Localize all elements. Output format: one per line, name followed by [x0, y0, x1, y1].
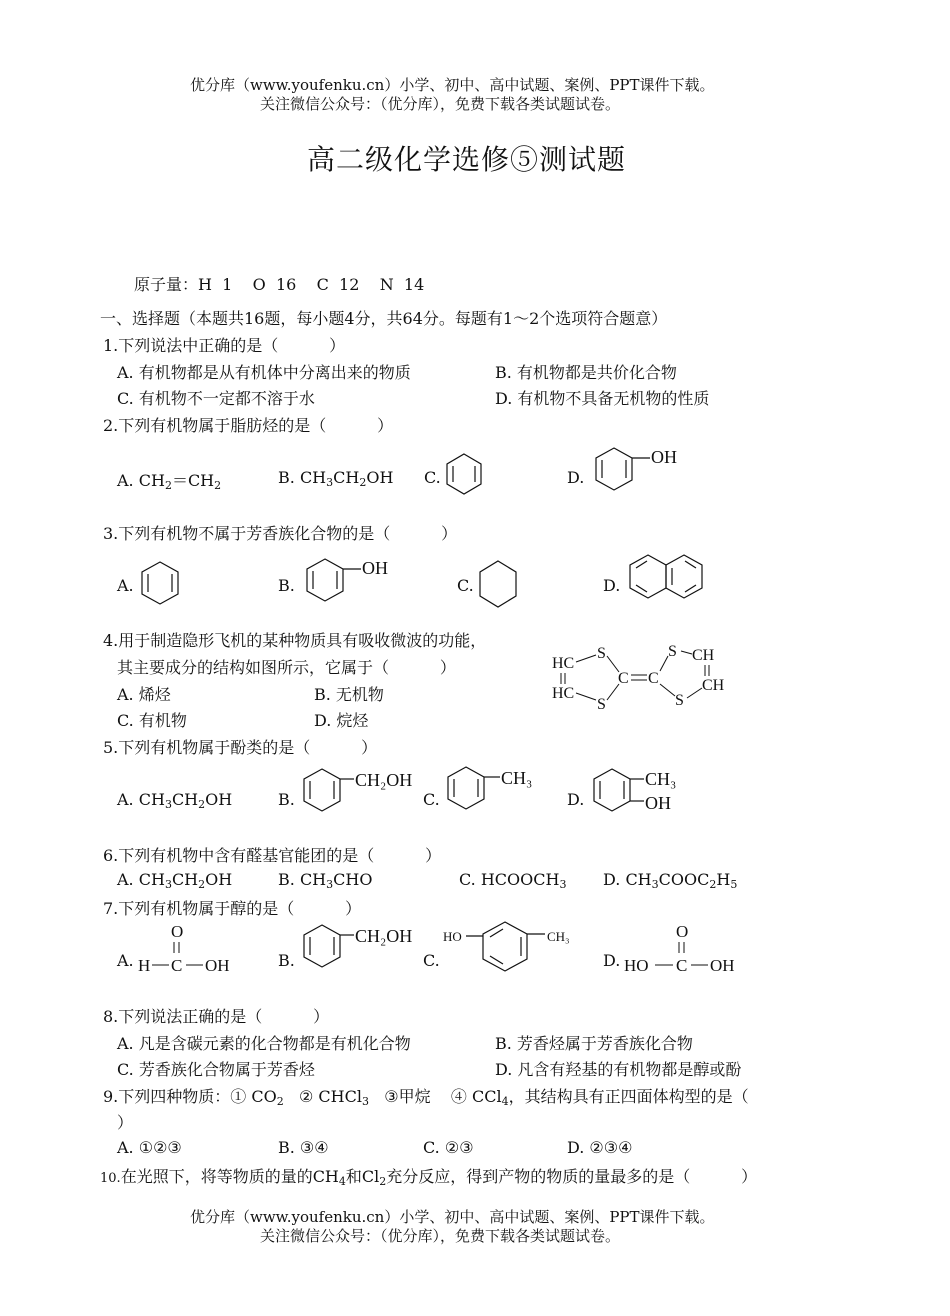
q1-option-c: C. 有机物不一定都不溶于水: [117, 389, 315, 408]
header-line-2: 关注微信公众号：（优分库），免费下载各类试题试卷。: [260, 95, 621, 113]
q9-option-d: D. ②③④: [567, 1138, 633, 1157]
q6-option-a: A. $CH_3CH_2OH$: [117, 870, 233, 891]
q7-option-d-label: D.: [603, 951, 621, 970]
q4-option-c: C. 有机物: [117, 711, 187, 730]
q7-carbonic-acid: [624, 920, 744, 976]
q2-option-c-label: C.: [424, 468, 441, 487]
q2-phenol-structure: [594, 443, 684, 495]
q7-option-b-label: B.: [278, 951, 295, 970]
svg-text:OH: OH: [362, 558, 388, 578]
section-heading: 一、选择题（本题共16题，每小题4分，共64分。每题有1～2个选项符合题意）: [100, 309, 668, 328]
q3-option-d-label: D.: [603, 576, 621, 595]
q9-option-b: B. ③④: [278, 1138, 329, 1157]
q2-option-b: B. $CH_3CH_2OH$: [278, 468, 394, 489]
svg-text:OH: OH: [205, 956, 230, 975]
q10-stem: 10.在光照下，将等物质的量的$CH_4$和$Cl_2$充分反应，得到产物的物质的量最多的是（ ）: [100, 1167, 758, 1188]
q5-option-c-label: C.: [423, 790, 440, 809]
q3-cyclohexane: [476, 558, 520, 612]
q2-benzene-ring: [444, 452, 484, 496]
q4-option-b: B. 无机物: [314, 685, 384, 704]
svg-text:CH₂OH: CH₂OH: [355, 926, 413, 946]
q5-cresol: [590, 764, 690, 820]
svg-text:S: S: [668, 643, 677, 660]
q5-stem: 5.下列有机物属于酚类的是（ ）: [103, 738, 378, 757]
svg-text:CH₂OH: CH₂OH: [355, 770, 413, 790]
q2-stem: 2.下列有机物属于脂肪烃的是（ ）: [103, 416, 394, 435]
footer-line-1: 优分库（www.youfenku.cn）小学、初中、高中试题、案例、PPT课件下载。: [190, 1208, 715, 1226]
svg-text:CH: CH: [702, 677, 725, 694]
q3-benzene-ring: [140, 559, 180, 609]
q3-naphthalene: [626, 550, 708, 610]
svg-text:H: H: [138, 956, 151, 975]
svg-text:C: C: [171, 956, 183, 975]
q8-stem: 8.下列说法正确的是（ ）: [103, 1007, 330, 1026]
q9-stem-end: ）: [117, 1113, 134, 1132]
svg-text:CH: CH: [692, 647, 715, 664]
q4-tetrathiafulvalene-structure: [550, 638, 740, 718]
q8-option-d: D. 凡含有羟基的有机物都是醇或酚: [495, 1060, 742, 1079]
q3-option-a-label: A.: [117, 576, 134, 595]
svg-text:HO: HO: [443, 929, 462, 944]
q9-option-a: A. ①②③: [117, 1138, 182, 1157]
svg-text:S: S: [675, 692, 684, 709]
q7-option-a-label: A.: [117, 951, 134, 970]
q1-option-b: B. 有机物都是共价化合物: [495, 363, 677, 382]
q1-option-a: A. 有机物都是从有机体中分离出来的物质: [117, 363, 411, 382]
q4-option-a: A. 烯烃: [117, 685, 171, 704]
q4-option-d: D. 烷烃: [314, 711, 369, 730]
q5-benzyl-alcohol: [300, 764, 428, 820]
q5-option-a: A. $CH_3CH_2OH$: [117, 790, 233, 811]
q6-option-d: D. $CH_3COOC_2H_5$: [603, 870, 738, 891]
footer-line-2: 关注微信公众号：（优分库），免费下载各类试题试卷。: [260, 1227, 621, 1245]
header-line-1: 优分库（www.youfenku.cn）小学、初中、高中试题、案例、PPT课件下载。: [190, 76, 715, 94]
svg-text:OH: OH: [645, 793, 671, 813]
q4-stem-line-1: 4.用于制造隐形飞机的某种物质具有吸收微波的功能，: [103, 631, 487, 650]
q8-option-c: C. 芳香族化合物属于芳香烃: [117, 1060, 315, 1079]
page-title: 高二级化学选修⑤测试题: [307, 143, 627, 176]
svg-text:O: O: [676, 922, 689, 941]
svg-text:S: S: [597, 645, 606, 662]
svg-text:HC: HC: [552, 685, 575, 702]
svg-text:OH: OH: [710, 956, 735, 975]
q7-benzyl-alcohol: [300, 920, 428, 976]
q3-option-c-label: C.: [457, 576, 474, 595]
q7-stem: 7.下列有机物属于醇的是（ ）: [103, 899, 362, 918]
svg-text:CH₃: CH₃: [501, 768, 533, 788]
q6-option-b: B. $CH_3CHO$: [278, 870, 373, 891]
svg-text:C: C: [648, 670, 659, 687]
q1-option-d: D. 有机物不具备无机物的性质: [495, 389, 710, 408]
svg-text:HC: HC: [552, 655, 575, 672]
q6-stem: 6.下列有机物中含有醛基官能团的是（ ）: [103, 846, 442, 865]
q4-stem-line-2: 其主要成分的结构如图所示，它属于（ ）: [117, 658, 456, 677]
q7-option-c-label: C.: [423, 951, 440, 970]
q2-option-a: A. $CH_2=CH_2$: [117, 471, 222, 492]
svg-text:CH₃: CH₃: [645, 769, 677, 789]
svg-text:HO: HO: [624, 956, 649, 975]
svg-text:O: O: [171, 922, 184, 941]
svg-text:S: S: [597, 696, 606, 713]
q1-stem: 1.下列说法中正确的是（ ）: [103, 336, 346, 355]
q5-option-b-label: B.: [278, 790, 295, 809]
q8-option-b: B. 芳香烃属于芳香族化合物: [495, 1034, 693, 1053]
q8-option-a: A. 凡是含碳元素的化合物都是有机化合物: [117, 1034, 411, 1053]
q5-toluene: [444, 762, 542, 818]
svg-text:C: C: [676, 956, 688, 975]
svg-text:C: C: [618, 670, 629, 687]
q5-option-d-label: D.: [567, 790, 585, 809]
q3-phenol-structure: [303, 554, 395, 606]
q7-formic-acid: [136, 920, 246, 976]
svg-text:CH₃: CH₃: [547, 929, 570, 944]
atomic-mass-line: 原子量：H 1 O 16 C 12 N 14: [134, 275, 425, 294]
q9-option-c: C. ②③: [423, 1138, 474, 1157]
q3-option-b-label: B.: [278, 576, 295, 595]
q3-stem: 3.下列有机物不属于芳香族化合物的是（ ）: [103, 524, 458, 543]
q6-option-c: C. $HCOOCH_3$: [459, 870, 567, 891]
q2-option-d-label: D.: [567, 468, 585, 487]
svg-text:OH: OH: [651, 447, 677, 467]
q9-stem: 9.下列四种物质：① $CO_2$ ② CHCl$_3$ ③甲烷 ④ CCl$_4$，其结构具有正四面体构型的是（: [103, 1087, 749, 1108]
q7-m-cresol: [443, 914, 583, 976]
